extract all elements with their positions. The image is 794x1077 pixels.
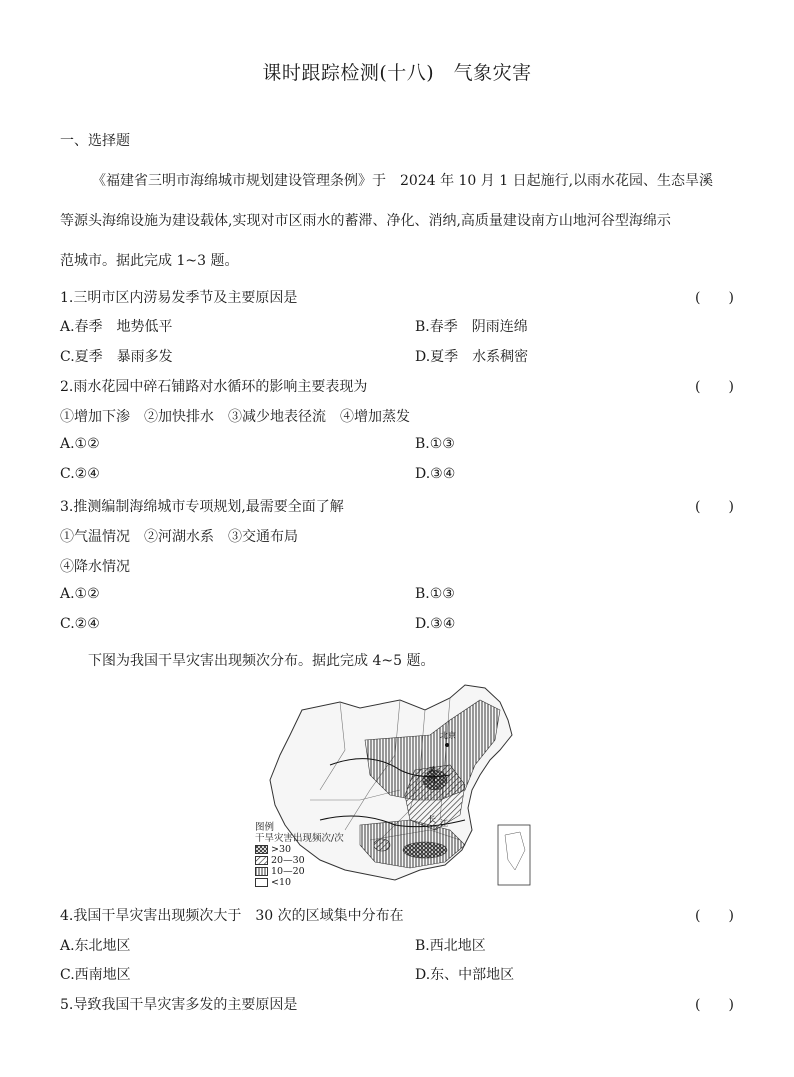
question-1-stem: 1.三明市区内涝易发季节及主要原因是 <box>60 290 298 306</box>
legend-swatch-20-30 <box>255 856 268 865</box>
q2-option-d: D.③④ <box>415 466 456 482</box>
legend-title: 图例 <box>255 822 275 833</box>
legend-row-over-30: >30 <box>255 844 344 855</box>
question-3-stem: 3.推测编制海绵城市专项规划,最需要全面了解 <box>60 499 344 515</box>
question-2-stem: 2.雨水花园中碎石铺路对水循环的影响主要表现为 <box>60 379 368 395</box>
legend-swatch-over-30 <box>255 845 268 854</box>
label-chang: 长 <box>428 815 436 824</box>
q2-items: ①增加下渗 ②加快排水 ③减少地表径流 ④增加蒸发 <box>60 409 410 425</box>
section-heading: 一、选择题 <box>60 133 130 149</box>
q1-option-a: A.春季 地势低平 <box>60 319 173 335</box>
question-5-stem: 5.导致我国干旱灾害多发的主要原因是 <box>60 997 298 1013</box>
page-title: 课时跟踪检测(十八) 气象灾害 <box>262 62 532 84</box>
answer-bracket-1: ( ) <box>695 290 734 306</box>
south-china-sea-inset <box>498 825 530 885</box>
map-legend <box>255 822 344 888</box>
answer-bracket-2: ( ) <box>695 379 734 395</box>
q2-option-a: A.①② <box>60 436 100 452</box>
q4-option-b: B.西北地区 <box>415 938 486 954</box>
map-intro: 下图为我国干旱灾害出现频次分布。据此完成 4~5 题。 <box>88 653 435 669</box>
q1-option-d: D.夏季 水系稠密 <box>415 349 529 365</box>
beijing-marker <box>445 743 449 747</box>
intro-line-1: 《福建省三明市海绵城市规划建设管理条例》于 2024 年 10 月 1 日起施行,以雨水花园、生态旱溪 <box>92 173 714 189</box>
q4-option-d: D.东、中部地区 <box>415 967 515 983</box>
legend-swatch-under-10 <box>255 878 268 887</box>
legend-subtitle: 干旱灾害出现频次/次 <box>255 833 344 844</box>
q3-option-b: B.①③ <box>415 586 455 602</box>
q1-option-b: B.春季 阴雨连绵 <box>415 319 528 335</box>
q3-items-line-2: ④降水情况 <box>60 559 130 575</box>
legend-row-10-20: 10—20 <box>255 866 344 877</box>
answer-bracket-5: ( ) <box>695 997 734 1013</box>
legend-row-under-10: <10 <box>255 877 344 888</box>
legend-swatch-10-20 <box>255 867 268 876</box>
label-huang: 黄 <box>428 766 436 775</box>
label-he: 河 <box>428 775 436 784</box>
label-beijing: 北京 <box>440 731 456 740</box>
q1-option-c: C.夏季 暴雨多发 <box>60 349 173 365</box>
q2-option-c: C.②④ <box>60 466 100 482</box>
legend-row-20-30: 20—30 <box>255 855 344 866</box>
intro-line-2: 等源头海绵设施为建设载体,实现对市区雨水的蓄滞、净化、消纳,高质量建设南方山地河谷型海绵示 <box>60 213 671 229</box>
q3-items-line-1: ①气温情况 ②河湖水系 ③交通布局 <box>60 529 298 545</box>
q4-option-a: A.东北地区 <box>60 938 131 954</box>
q2-option-b: B.①③ <box>415 436 455 452</box>
label-jiang: 江 <box>440 819 448 828</box>
answer-bracket-4: ( ) <box>695 908 734 924</box>
q3-option-a: A.①② <box>60 586 100 602</box>
question-4-stem: 4.我国干旱灾害出现频次大于 30 次的区域集中分布在 <box>60 908 404 924</box>
q3-option-d: D.③④ <box>415 616 456 632</box>
answer-bracket-3: ( ) <box>695 499 734 515</box>
q3-option-c: C.②④ <box>60 616 100 632</box>
region-over-30-b <box>403 842 447 858</box>
q4-option-c: C.西南地区 <box>60 967 131 983</box>
intro-line-3: 范城市。据此完成 1~3 题。 <box>60 253 239 269</box>
region-over-30-c <box>374 839 390 851</box>
